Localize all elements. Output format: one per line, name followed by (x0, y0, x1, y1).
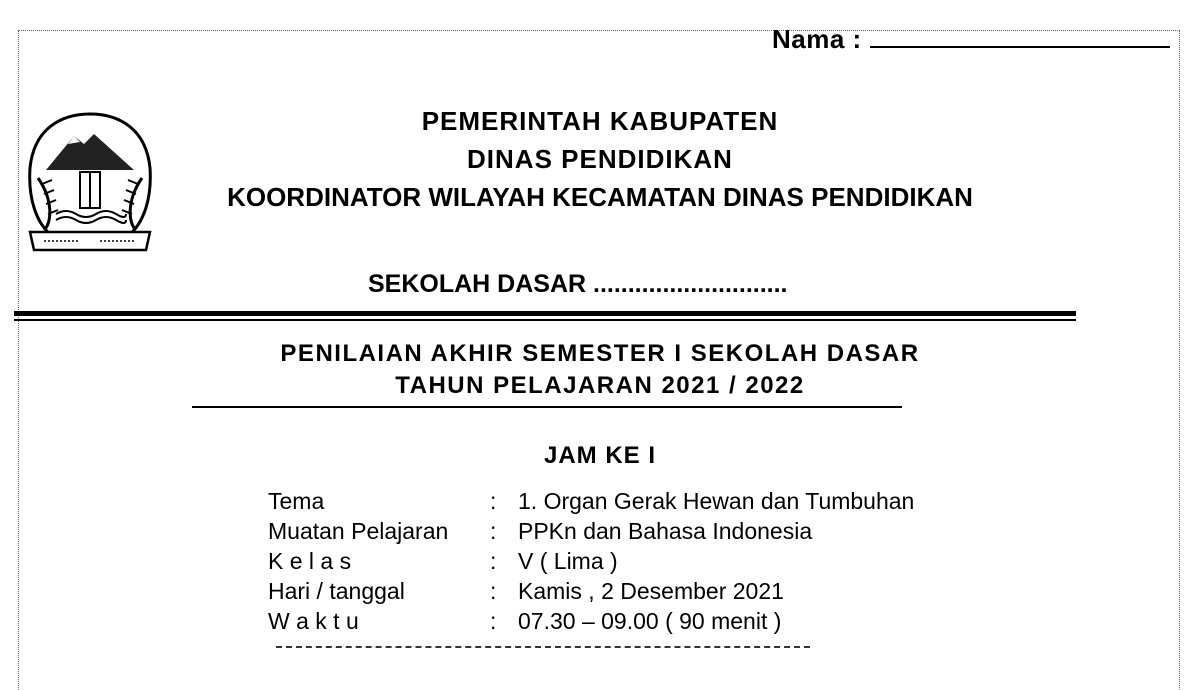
header-divider-thick (14, 311, 1076, 316)
info-value: 07.30 – 09.00 ( 90 menit ) (518, 608, 782, 634)
header-line-2: DINAS PENDIDIKAN (467, 144, 733, 174)
info-colon: : (490, 488, 497, 514)
info-label: K e l a s (268, 548, 352, 574)
name-label: Nama : (772, 24, 862, 54)
info-colon: : (490, 548, 497, 574)
info-label: Hari / tanggal (268, 578, 405, 604)
info-colon: : (490, 578, 497, 604)
header-divider-thin (14, 319, 1076, 321)
info-label: Tema (268, 488, 325, 514)
school-name-line: SEKOLAH DASAR ............................ (368, 270, 788, 298)
exam-title: PENILAIAN AKHIR SEMESTER I SEKOLAH DASAR (280, 340, 920, 367)
info-colon: : (490, 608, 497, 634)
header-line-3: KOORDINATOR WILAYAH KECAMATAN DINAS PENDIDIKAN (227, 182, 973, 212)
title-underline (192, 406, 902, 408)
info-value: PPKn dan Bahasa Indonesia (518, 518, 813, 544)
name-blank-line (870, 24, 1170, 48)
info-value: Kamis , 2 Desember 2021 (518, 578, 784, 604)
info-label: Muatan Pelajaran (268, 518, 449, 544)
exam-year: TAHUN PELAJARAN 2021 / 2022 (395, 372, 805, 399)
session-label: JAM KE I (543, 442, 656, 469)
header-line-1: PEMERINTAH KABUPATEN (421, 106, 779, 136)
name-field (772, 24, 1170, 55)
info-colon: : (490, 518, 497, 544)
info-value: 1. Organ Gerak Hewan dan Tumbuhan (518, 488, 915, 514)
regency-emblem-icon (22, 108, 158, 258)
info-label: W a k t u (268, 608, 359, 634)
info-dashed-divider (276, 646, 810, 648)
info-value: V ( Lima ) (518, 548, 618, 574)
